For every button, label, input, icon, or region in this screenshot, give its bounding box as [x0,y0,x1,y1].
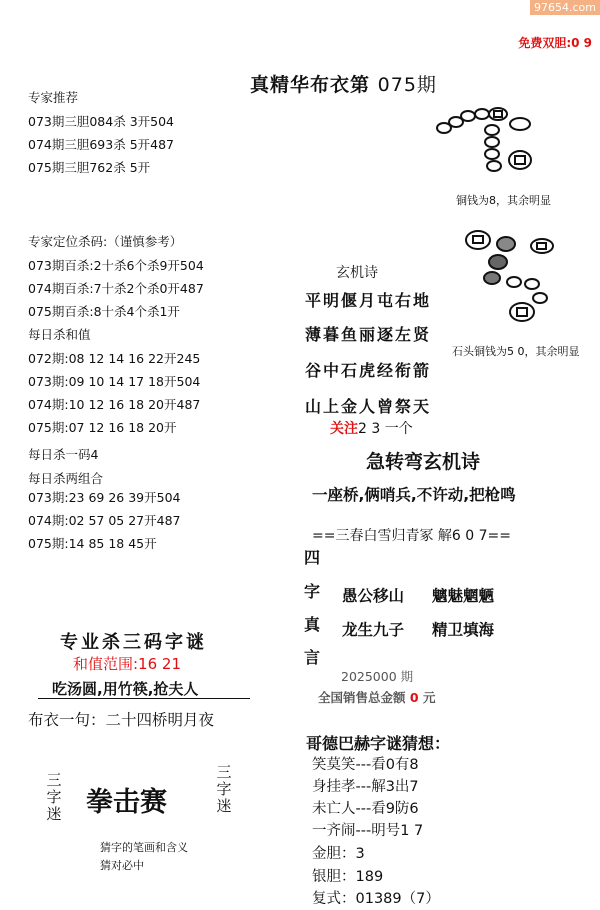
site-watermark: 97654.com [530,0,600,15]
mystic-poem-line: 谷中石虎经衔箭 [305,361,432,380]
goethe-line: 笑莫笑---看0有8 [312,757,419,773]
mystic-heading: 玄机诗 [336,265,378,281]
silver-gall: 银胆：189 [312,869,384,885]
coin-caption-2: 石头铜钱为5 0，其余明显 [452,345,580,358]
position-kill-line: 073期百杀:2十杀6个杀9开504 [28,258,204,273]
free-double-badge: 免费双胆:0 9 [518,36,592,50]
idiom: 精卫填海 [432,621,495,639]
expert-line: 074期三胆693杀 5开487 [28,137,175,152]
sales-issue: 2025000 期 [341,669,414,684]
pro-kill-line2: 布衣一句：二十四桥明月夜 [28,711,215,729]
multi-combo: 复式：01389（7） [312,891,440,907]
daily-two-line: 074期:02 57 05 27开487 [28,513,181,528]
sales-unit: 元 [422,690,436,705]
expert-line: 073期三胆084杀 3开504 [28,114,175,129]
daily-sum-line: 075期:07 12 16 18 20开 [28,420,177,435]
coin-puzzle-picture-2 [462,228,572,328]
idiom: 龙生九子 [342,621,405,639]
sales-amount: 0 [409,690,419,705]
four-char-vertical: 言 [304,648,321,667]
goethe-line: 未亡人---看9防6 [312,801,419,817]
position-kill-line: 075期百杀:8十杀4个杀1开 [28,304,180,319]
idiom: 魑魅魍魉 [432,587,495,605]
page-title [250,70,437,97]
turn-poem-heading: 急转弯玄机诗 [366,451,481,473]
position-kill-heading: 专家定位杀码:（谨慎参考） [28,234,183,249]
mystic-poem-line: 平明偃月屯右地 [305,291,432,310]
daily-sum-line: 074期:10 12 16 18 20开487 [28,397,201,412]
follow-prefix: 关注 [330,421,358,437]
pro-kill-range: 和值范围:16 21 [73,655,181,673]
four-char-vertical: 真 [304,615,321,634]
expert-line: 075期三胆762杀 5开 [28,160,151,175]
daily-sum-heading: 每日杀和值 [28,327,91,342]
goethe-heading: 哥德巴赫字谜猜想： [306,734,451,753]
pro-kill-line1: 吃汤圆,用竹筷,抢夫人 [52,680,199,698]
coin-caption-1: 铜钱为8，其余明显 [456,194,551,207]
spring-riddle: ==三春白雪归青冢 解6 0 7== [312,528,511,544]
gold-gall: 金胆：3 [312,846,365,862]
daily-sum-line: 072期:08 12 14 16 22开245 [28,351,201,366]
mystic-poem-line: 山上金人曾祭天 [305,397,432,416]
four-char-vertical: 字 [304,582,321,601]
idiom: 愚公移山 [342,587,405,605]
daily-two-line: 075期:14 85 18 45开 [28,536,157,551]
right-riddle-label: 三字迷 [216,763,232,815]
four-char-vertical: 四 [304,548,321,567]
daily-two-line: 073期:23 69 26 39开504 [28,490,181,505]
follow-rest: 2 3 一个 [358,421,413,437]
riddle-answer: 拳击赛 [86,787,167,818]
goethe-line: 一齐闹---明号1 7 [312,823,424,839]
daily-one-code: 每日杀一码4 [28,447,99,462]
daily-sum-line: 073期:09 10 14 17 18开504 [28,374,201,389]
position-kill-line: 074期百杀:7十杀2个杀0开487 [28,281,204,296]
divider [38,698,250,699]
daily-two-heading: 每日杀两组合 [28,471,104,486]
goethe-line: 身挂孝---解3出7 [312,779,419,795]
turn-poem-line: 一座桥,俩哨兵,不许动,把枪鸣 [312,486,516,504]
expert-heading: 专家推荐 [28,90,79,105]
left-riddle-label: 三字迷 [46,771,62,823]
riddle-hint-2: 猜对必中 [100,859,144,872]
sales-total [318,688,435,706]
riddle-hint-1: 猜字的笔画和含义 [100,841,188,854]
mystic-follow [330,418,413,438]
title-issue: 075期 [377,74,437,96]
title-text: 真精华布衣第 [250,74,371,96]
coin-puzzle-picture-1 [432,102,562,192]
mystic-poem-line: 薄暮鱼丽逐左贤 [305,325,432,344]
sales-prefix: 全国销售总金额 [318,690,406,705]
pro-kill-heading: 专业杀三码字谜 [60,632,207,653]
